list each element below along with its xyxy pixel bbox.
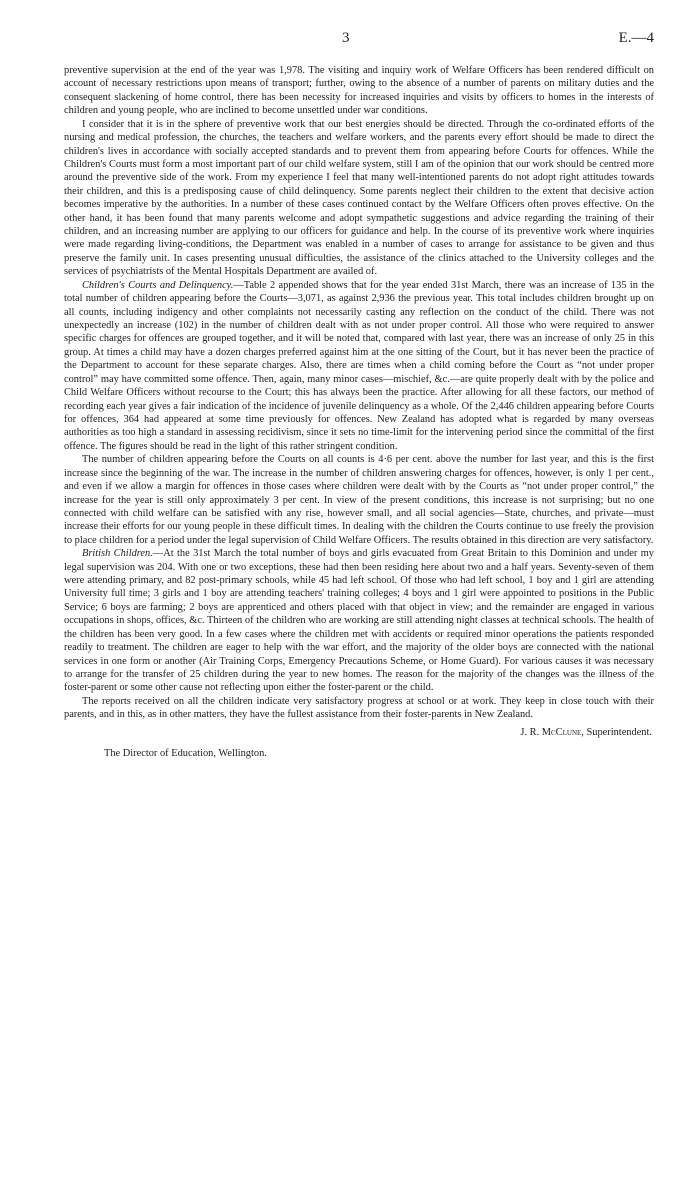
- page-header: [64, 30, 654, 64]
- paragraph-preventive-supervision: preventive supervision at the end of the year was 1,978. The visiting and inquiry work of Welfare Officers has been rendered difficult on account of necessary restrictions upon means of transport; further, owing to the absence of a number of parents on military duties and the consequent slackening of home control, there has been necessity for increased inquiries and visits by officers to homes in the interests of children and young people, who are inclined to become unsettled under war conditions.: [64, 65, 654, 117]
- paragraph-reports: The reports received on all the children indicate very satisfactory progress at school or at work. They keep in close touch with their parents, and in this, as in other matters, they have the fullest assistance from their foster-parents in New Zealand.: [64, 695, 654, 721]
- section-heading-courts: Children's Courts and Delinquency.: [82, 279, 234, 291]
- signatory-title: Superintendent.: [586, 726, 652, 738]
- paragraph-preventive-work: I consider that it is in the sphere of preventive work that our best energies should be directed. Through the co-ordinated efforts of the nursing and medical profession, the churches, the teachers and welfare workers, and the parents every effort should be made to direct the children's lives in accordance with socially accepted standards and to prevent them from appearing before Courts for offences. While the Children's Courts must form a most important part of our child welfare system, still I am of the opinion that our work should be centred more around the preventive side of the work. From my experience I feel that many well-intentioned parents do not adopt right attitudes towards their children, and this is a predisposing cause of child delinquency. Some parents neglect their children to the extent that decisive action becomes imperative by the authorities. In a number of these cases continued contact by the Welfare Officers often proves effective. On the other hand, it has been found that many parents welcome and adopt sympathetic suggestions and advice regarding the training of their children, and an increasing number are applying to our officers for guidance and help. In the course of its preventive work where inquiries were made regarding living-conditions, the Department was enabled in a number of cases to arrange for assistance to be given and thus preserve the family unit. In cases presenting unusual difficulties, the assistance of the clinics attached to the University colleges and the services of psychiatrists of the Mental Hospitals Department are availed of.: [64, 118, 654, 278]
- paragraph-british-children: British Children.—At the 31st March the total number of boys and girls evacuated from Great Britain to this Dominion and under my legal supervision was 204. With one or two exceptions, these had then been residing here about two and a half years. Seventy-seven of them were attending primary, and 82 post-primary schools, while 45 had left school. Of those who had left school, 1 boy and 1 girl are attending University full time; 3 girls and 1 boy are attending teachers' training colleges; 4 boys and 1 girl were appointed to positions in the Public Service; 6 boys are farming; 2 boys are apprenticed and others placed with that object in view; and the remainder are engaged in various occupations in shops, offices, &c. Thirteen of the children who are working are still attending night classes at technical schools. The health of the children has been very good. In a few cases where the children met with accidents or required minor operations the patients responded readily to treatment. The children are eager to help with the war effort, and the majority of the older boys are connected with the national services in one form or another (Air Training Corps, Emergency Precautions Scheme, or Home Guard). For various causes it was necessary to arrange for the transfer of 25 children during the year to new homes. The reason for the majority of the changes was the illness of the foster-parent or some other cause not reflecting upon either the foster-parent or the child.: [64, 548, 654, 694]
- paragraph-court-statistics: The number of children appearing before the Courts on all counts is 4·6 per cent. above the number for last year, and this is the first increase since the beginning of the war. The increase in the number of children answering charges for offences, however, is only 1 per cent., and even if we allow a margin for offences in those cases where children were dealt with by the Courts as “not under proper control,” the increase for the year is still only approximately 3 per cent. In view of the present conditions, this increase is not surprising; but no one connected with child welfare can be satisfied with any rise, however small, and all social agencies—State, churches, and private—must increase their efforts for our young people in these difficult times. In dealing with the children the Courts continue to use freely the provision to place children for a period under the legal supervision of Child Welfare Officers. The results obtained in this direction are very satisfactory.: [64, 454, 654, 546]
- paragraph-courts-text: Table 2 appended shows that for the year ended 31st March, there was an increase of 135 in the total number of children appearing before the Courts—3,071, as against 2,936 the previous year. This total includes children brought up on all counts, including indigency and other complaints not necessarily casting any reflection on the conduct of the child. There was not unexpectedly an increase (102) in the number of children dealt with as not under proper control. All those who were required to answer specific charges for offences are grouped together, and it will be noted that, compared with last year, there was an increase of only 25 in this group. At times a child may have a dozen charges preferred against him at the one sitting of the Court, but it has never been the practice of the Department to account for these separate charges. Also, there are times when a child coming before the Court as “not under proper control” may have committed some offence. Then, again, many minor cases—mischief, &c.—are quite properly dealt with by the police and Child Welfare Officers without recourse to the Court; this has always been the practice. After allowing for all these factors, our method of recording each year gives a fair indication of the incidence of juvenile delinquency as a whole. Of the 2,446 children appearing before Courts for offences, 364 had appeared at some time previously for offences. New Zealand has adopted what is regarded by many overseas authorities as too high a standard in assessing recidivism, since it sets no time-limit for the intervening period since the committal of the first offence. The figures should be read in the light of this rather stringent condition.: [64, 279, 655, 452]
- signatory-name: J. R. McClune,: [520, 726, 584, 738]
- page-number: 3: [342, 30, 350, 46]
- document-reference: E.—4: [618, 30, 654, 46]
- signature: [64, 726, 654, 740]
- paragraph-courts-delinquency: Children's Courts and Delinquency.—Table 2 appended shows that for the year ended 31st March, there was an increase of 135 in the total number of children appearing before the Courts—3,071, as against 2,936 the previous year. This total includes children brought up on all counts, including indigency and other complaints not necessarily casting any reflection on the conduct of the child. There was not unexpectedly an increase (102) in the number of children dealt with as not under proper control. All those who were required to answer specific charges for offences are grouped together, and it will be noted that, compared with last year, there was an increase of only 25 in this group. At times a child may have a dozen charges preferred against him at the one sitting of the Court, but it has never been the practice of the Department to account for these separate charges. Also, there are times when a child coming before the Court as “not under proper control” may have committed some offence. Then, again, many minor cases—mischief, &c.—are quite properly dealt with by the police and Child Welfare Officers without recourse to the Court; this has always been the practice. After allowing for all these factors, our method of recording each year gives a fair indication of the incidence of juvenile delinquency as a whole. Of the 2,446 children appearing before Courts for offences, 364 had appeared at some time previously for offences. New Zealand has adopted what is regarded by many overseas authorities as too high a standard in assessing recidivism, since it sets no time-limit for the intervening period since the committal of the first offence. The figures should be read in the light of this rather stringent condition.: [64, 279, 655, 452]
- section-heading-british: British Children.: [82, 548, 153, 560]
- paragraph-british-text: At the 31st March the total number of boys and girls evacuated from Great Britain to this Dominion and under my legal supervision was 204. With one or two exceptions, these had then been residing here about two and a half years. Seventy-seven of them were attending primary, and 82 post-primary schools, while 45 had left school. Of those who had left school, 1 boy and 1 girl are attending University full time; 3 girls and 1 boy are attending teachers' training colleges; 4 boys and 1 girl were appointed to positions in the Public Service; 6 boys are farming; 2 boys are apprenticed and others placed with that object in view; and the remainder are engaged in various occupations in shops, offices, &c. Thirteen of the children who are working are still attending night classes at technical schools. The health of the children has been very good. In a few cases where the children met with accidents or required minor operations the patients responded readily to treatment. The children are eager to help with the war effort, and the majority of the older boys are connected with the national services in one form or another (Air Training Corps, Emergency Precautions Scheme, or Home Guard). For various causes it was necessary to arrange for the transfer of 25 children during the year to new homes. The reason for the majority of the changes was the illness of the foster-parent or some other cause not reflecting upon either the foster-parent or the child.: [64, 548, 654, 694]
- addressee: The Director of Education, Wellington.: [104, 747, 267, 759]
- document-page: [64, 30, 654, 759]
- document-body: [64, 64, 654, 722]
